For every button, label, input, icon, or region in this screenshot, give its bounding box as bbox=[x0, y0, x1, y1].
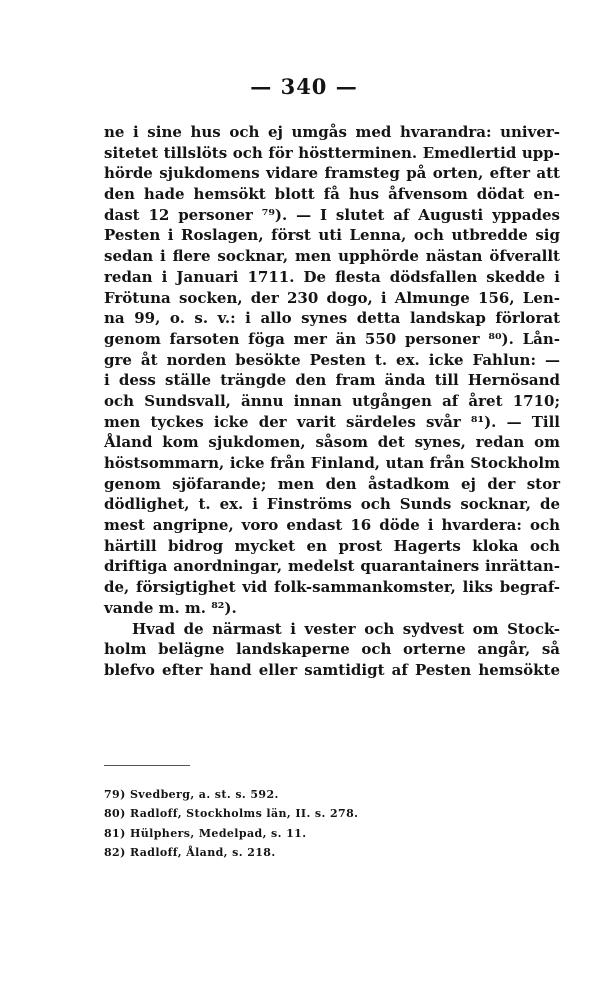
text-line: redan i Januari 1711. De flesta dödsfallen skedde i bbox=[104, 267, 560, 286]
page-number: — 340 — bbox=[250, 74, 358, 99]
text-line: hörde sjukdomens vidare framsteg på orten, efter att bbox=[104, 164, 560, 183]
text-line: Åland kom sjukdomen, såsom det synes, redan om bbox=[104, 433, 560, 452]
text-line: sedan i flere socknar, men upphörde nästan öfverallt bbox=[104, 247, 560, 266]
text-line: Hvad de närmast i vester och sydvest om Stock- bbox=[132, 619, 560, 638]
text-line: mest angripne, voro endast 16 döde i hvardera: och bbox=[104, 516, 560, 535]
text-line: den hade hemsökt blott få hus åfvensom dödat en- bbox=[104, 185, 560, 204]
text-line: gre åt norden besökte Pesten t. ex. icke Fahlun: — bbox=[104, 350, 560, 369]
text-line: de, försigtighet vid folk-sammankomster, liks begraf- bbox=[104, 578, 560, 597]
footnote: 82) Radloff, Åland, s. 218. bbox=[104, 846, 276, 860]
text-line: vande m. m. ⁸²). bbox=[104, 598, 237, 617]
text-line: holm belägne landskaperne och orterne angår, så bbox=[104, 640, 560, 659]
text-line: genom sjöfarande; men den åstadkom ej der stor bbox=[104, 474, 560, 493]
text-line: men tyckes icke der varit särdeles svår ⁸¹). — Till bbox=[104, 412, 560, 431]
text-line: driftiga anordningar, medelst quarantainers inrättan- bbox=[104, 557, 560, 576]
footnote: 81) Hülphers, Medelpad, s. 11. bbox=[104, 826, 307, 840]
text-line: genom farsoten föga mer än 550 personer ⁸⁰). Lån- bbox=[104, 329, 560, 348]
footnote: 79) Svedberg, a. st. s. 592. bbox=[104, 788, 279, 801]
text-line: i dess ställe trängde den fram ända till Hernösand bbox=[104, 371, 560, 390]
text-line: dödlighet, t. ex. i Finströms och Sunds socknar, de bbox=[104, 495, 560, 514]
text-line: höstsommarn, icke från Finland, utan från Stockholm bbox=[104, 454, 560, 472]
text-line: sitetet tillslöts och för höstterminen. Emedlertid upp- bbox=[104, 143, 560, 162]
body-text bbox=[104, 122, 560, 681]
text-line: blefvo efter hand eller samtidigt af Pesten hemsökte bbox=[104, 660, 560, 679]
text-line: ne i sine hus och ej umgås med hvarandra: univer- bbox=[104, 123, 560, 141]
footnote-divider bbox=[104, 765, 190, 766]
text-line: Pesten i Roslagen, först uti Lenna, och utbredde sig bbox=[104, 226, 560, 245]
text-line: Frötuna socken, der 230 dogo, i Almunge 156, Len- bbox=[104, 288, 560, 307]
text-line: och Sundsvall, ännu innan utgången af året 1710; bbox=[104, 391, 560, 410]
text-line: dast 12 personer ⁷⁹). — I slutet af Augusti yppades bbox=[104, 205, 560, 224]
text-line: na 99, o. s. v.: i allo synes detta landskap förlorat bbox=[104, 309, 560, 328]
footnote: 80) Radloff, Stockholms län, II. s. 278. bbox=[104, 807, 359, 821]
text-line: härtill bidrog mycket en prost Hagerts kloka och bbox=[104, 536, 560, 555]
footnotes bbox=[104, 785, 404, 863]
